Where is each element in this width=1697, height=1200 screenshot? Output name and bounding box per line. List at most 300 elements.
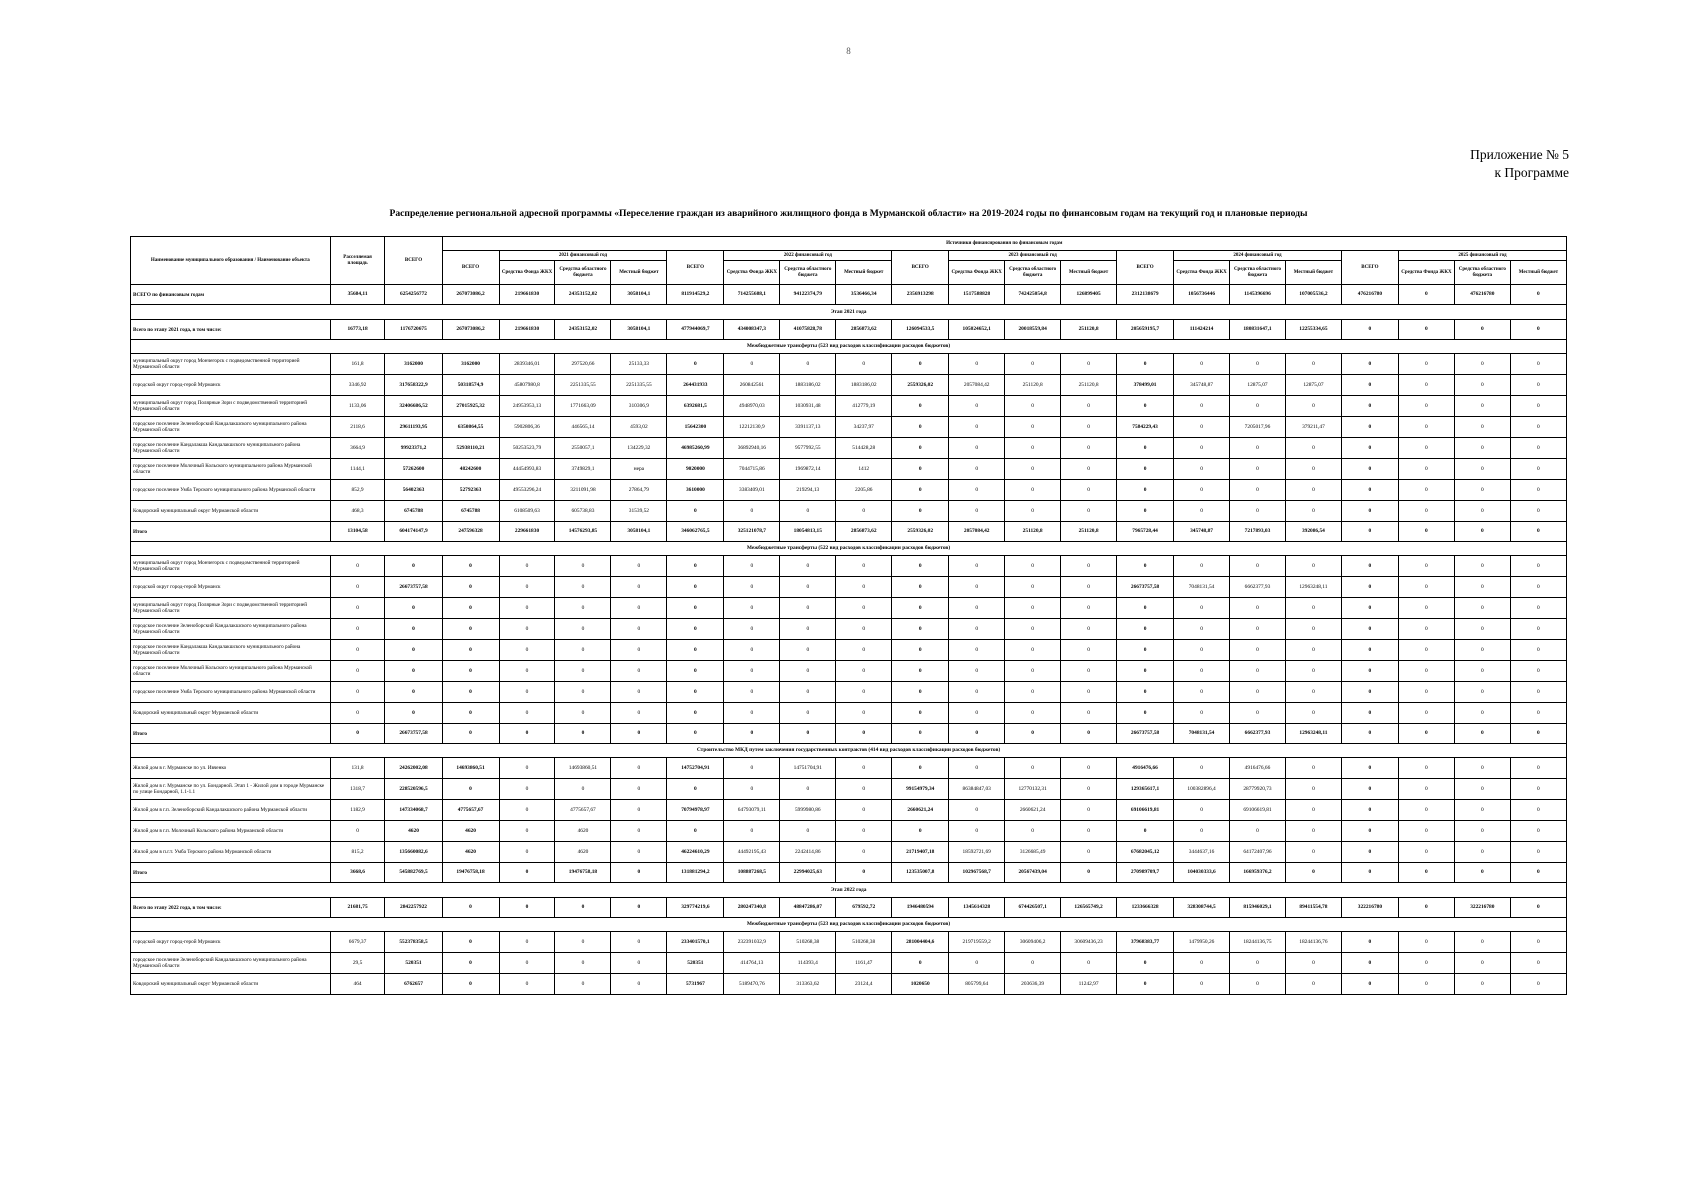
year-total-cell: 205659195,7: [1117, 320, 1174, 340]
table-row: [131, 821, 1567, 842]
amount-cell: 0: [1398, 577, 1454, 598]
amount-cell: 6108509,63: [499, 501, 555, 522]
amount-cell: 0: [1174, 480, 1230, 501]
year-total-cell: 0: [892, 577, 949, 598]
year-total-cell: 0: [667, 619, 724, 640]
header-year-total: ВСЕГО: [1117, 251, 1174, 285]
amount-cell: 0: [555, 640, 611, 661]
year-total-cell: 0: [1117, 661, 1174, 682]
amount-cell: 0: [1005, 682, 1061, 703]
year-total-cell: 0: [892, 724, 949, 744]
area-cell: 0: [330, 640, 385, 661]
amount-cell: 0: [1230, 354, 1286, 375]
amount-cell: 805799,64: [949, 974, 1005, 995]
row-name-cell: городское поселение Кандалакша Кандалакшского муниципального района Мурманской области: [131, 438, 331, 459]
section-title: Межбюджетные трансферты (523 вид расходов классификации расходов бюджетов): [131, 340, 1567, 354]
amount-cell: 2057084,42: [949, 522, 1005, 542]
year-total-cell: 0: [667, 779, 724, 800]
year-total-cell: 4620: [442, 821, 499, 842]
total-cell: 520351: [385, 953, 442, 974]
year-total-cell: 2660621,24: [892, 800, 949, 821]
header-year: 2023 финансовый год: [949, 251, 1117, 261]
amount-cell: 0: [1398, 703, 1454, 724]
amount-cell: 0: [555, 724, 611, 744]
total-cell: 1176720675: [385, 320, 442, 340]
amount-cell: 251120,8: [1005, 522, 1061, 542]
amount-cell: 0: [1005, 438, 1061, 459]
amount-cell: 0: [499, 598, 555, 619]
total-cell: 0: [385, 682, 442, 703]
table-row: [131, 375, 1567, 396]
amount-cell: 18054813,15: [780, 522, 836, 542]
header-local: Местный бюджет: [1061, 261, 1117, 285]
amount-cell: 0: [1285, 598, 1341, 619]
amount-cell: 0: [1061, 619, 1117, 640]
amount-cell: 219661830: [499, 285, 555, 305]
amount-cell: 0: [780, 556, 836, 577]
year-total-cell: 126094533,5: [892, 320, 949, 340]
year-total-cell: 0: [667, 640, 724, 661]
amount-cell: 100382896,4: [1174, 779, 1230, 800]
year-total-cell: 26673757,58: [1117, 577, 1174, 598]
amount-cell: 0: [499, 821, 555, 842]
year-total-cell: 3610000: [667, 480, 724, 501]
area-cell: 852,9: [330, 480, 385, 501]
header-year-total: ВСЕГО: [667, 251, 724, 285]
amount-cell: 44492195,43: [724, 842, 780, 863]
table-row: [131, 396, 1567, 417]
amount-cell: 0: [1061, 842, 1117, 863]
amount-cell: 0: [836, 556, 892, 577]
table-row: [131, 779, 1567, 800]
area-cell: 0: [330, 556, 385, 577]
amount-cell: 34237,97: [836, 417, 892, 438]
year-total-cell: 0: [1341, 640, 1398, 661]
amount-cell: 1145396696: [1230, 285, 1286, 305]
amount-cell: 0: [724, 724, 780, 744]
amount-cell: 0: [724, 821, 780, 842]
amount-cell: 0: [1454, 480, 1510, 501]
amount-cell: 0: [836, 682, 892, 703]
year-total-cell: 0: [1117, 438, 1174, 459]
header-year: 2021 финансовый год: [499, 251, 667, 261]
year-total-cell: 329774219,6: [667, 898, 724, 918]
amount-cell: 0: [1398, 619, 1454, 640]
amount-cell: 14751704,91: [780, 758, 836, 779]
amount-cell: 0: [1510, 320, 1566, 340]
year-total-cell: 7965728,44: [1117, 522, 1174, 542]
row-name-cell: Жилой дом в г.п. Зеленоборский Кандалакшского района Мурманской области: [131, 800, 331, 821]
total-cell: 0: [385, 556, 442, 577]
amount-cell: 328308744,5: [1174, 898, 1230, 918]
amount-cell: 0: [836, 661, 892, 682]
amount-cell: 2205,86: [836, 480, 892, 501]
amount-cell: 0: [1454, 459, 1510, 480]
table-row: [131, 438, 1567, 459]
amount-cell: 0: [1398, 556, 1454, 577]
table-row: [131, 598, 1567, 619]
total-cell: 24262002,08: [385, 758, 442, 779]
year-total-cell: 0: [1341, 598, 1398, 619]
section-row: [131, 542, 1567, 556]
amount-cell: 260842561: [724, 375, 780, 396]
row-name-cell: Жилой дом в п.г.т. Умба Терского района Мурманской области: [131, 842, 331, 863]
amount-cell: 714255688,1: [724, 285, 780, 305]
amount-cell: 2057084,42: [949, 375, 1005, 396]
amount-cell: 0: [1510, 932, 1566, 953]
amount-cell: 0: [555, 598, 611, 619]
amount-cell: 0: [1061, 661, 1117, 682]
amount-cell: 0: [1061, 459, 1117, 480]
amount-cell: 0: [499, 758, 555, 779]
total-cell: 0: [385, 661, 442, 682]
amount-cell: 0: [836, 354, 892, 375]
area-cell: 35684,11: [330, 285, 385, 305]
year-total-cell: 0: [1341, 758, 1398, 779]
amount-cell: 0: [836, 779, 892, 800]
amount-cell: 0: [1285, 438, 1341, 459]
year-total-cell: 99154979,34: [892, 779, 949, 800]
document-title: Распределение региональной адресной программы «Переселение граждан из аварийного жилищного фонда в Мурманской области» на 2019-2024 годы по финансовым годам на текущий год и плановые периоды: [389, 208, 1308, 219]
amount-cell: 126899405: [1061, 285, 1117, 305]
amount-cell: 0: [1285, 354, 1341, 375]
amount-cell: 14576293,85: [555, 522, 611, 542]
amount-cell: 0: [1510, 577, 1566, 598]
year-total-cell: 0: [667, 821, 724, 842]
amount-cell: 107005536,2: [1285, 285, 1341, 305]
amount-cell: 0: [1061, 438, 1117, 459]
year-total-cell: 0: [892, 501, 949, 522]
amount-cell: 0: [949, 354, 1005, 375]
stage-title: Этап 2021 года: [131, 305, 1567, 320]
amount-cell: 12770132,31: [1005, 779, 1061, 800]
amount-cell: 0: [1285, 842, 1341, 863]
amount-cell: 0: [611, 724, 667, 744]
amount-cell: 0: [1510, 522, 1566, 542]
total-row: [131, 863, 1567, 883]
year-total-cell: 0: [892, 821, 949, 842]
year-total-cell: 0: [1341, 779, 1398, 800]
amount-cell: 0: [949, 438, 1005, 459]
amount-cell: 0: [1285, 800, 1341, 821]
amount-cell: 0: [780, 354, 836, 375]
total-cell: 0: [385, 598, 442, 619]
amount-cell: 1056736446: [1174, 285, 1230, 305]
amount-cell: 0: [1005, 459, 1061, 480]
amount-cell: 0: [949, 800, 1005, 821]
amount-cell: 0: [1398, 598, 1454, 619]
table-row: [131, 501, 1567, 522]
header-local: Местный бюджет: [836, 261, 892, 285]
total-cell: 228520596,5: [385, 779, 442, 800]
amount-cell: 0: [1454, 703, 1510, 724]
amount-cell: 510268,38: [780, 932, 836, 953]
amount-cell: 1412: [836, 459, 892, 480]
section-row: [131, 744, 1567, 758]
year-total-cell: 0: [667, 682, 724, 703]
amount-cell: 24353152,02: [555, 285, 611, 305]
total-cell: 26673757,58: [385, 577, 442, 598]
amount-cell: 0: [836, 598, 892, 619]
amount-cell: 3126685,49: [1005, 842, 1061, 863]
amount-cell: 49553296,24: [499, 480, 555, 501]
amount-cell: 0: [1061, 598, 1117, 619]
amount-cell: 0: [1005, 556, 1061, 577]
amount-cell: 0: [1510, 285, 1566, 305]
total-cell: 147334068,7: [385, 800, 442, 821]
amount-cell: 0: [1398, 758, 1454, 779]
amount-cell: 0: [1061, 758, 1117, 779]
amount-cell: 0: [1005, 619, 1061, 640]
total-cell: 57262600: [385, 459, 442, 480]
amount-cell: 0: [1510, 501, 1566, 522]
amount-cell: 4620: [555, 842, 611, 863]
amount-cell: 345748,87: [1174, 375, 1230, 396]
amount-cell: 0: [1174, 438, 1230, 459]
amount-cell: 0: [1510, 863, 1566, 883]
year-total-cell: 0: [442, 682, 499, 703]
year-total-cell: 0: [442, 953, 499, 974]
header-regional: Средства областного бюджета: [1005, 261, 1061, 285]
amount-cell: 0: [836, 619, 892, 640]
amount-cell: 0: [611, 932, 667, 953]
amount-cell: 0: [611, 953, 667, 974]
amount-cell: 4916476,66: [1230, 758, 1286, 779]
table-row: [131, 417, 1567, 438]
row-name-cell: городское поселение Зеленоборский Кандалакшского муниципального района Мурманской области: [131, 619, 331, 640]
year-total-cell: 0: [1341, 974, 1398, 995]
year-total-cell: 0: [1117, 703, 1174, 724]
amount-cell: 0: [1454, 682, 1510, 703]
year-total-cell: 0: [442, 577, 499, 598]
amount-cell: 0: [1174, 661, 1230, 682]
header-local: Местный бюджет: [611, 261, 667, 285]
amount-cell: 0: [499, 556, 555, 577]
amount-cell: 0: [836, 758, 892, 779]
total-cell: 32406686,52: [385, 396, 442, 417]
row-name-cell: городское поселение Зеленоборский Кандалакшского муниципального района Мурманской области: [131, 417, 331, 438]
amount-cell: 0: [1174, 821, 1230, 842]
amount-cell: 0: [1398, 320, 1454, 340]
amount-cell: 0: [499, 932, 555, 953]
year-total-cell: 0: [667, 598, 724, 619]
amount-cell: 12875,07: [1230, 375, 1286, 396]
amount-cell: 2251335,55: [555, 375, 611, 396]
year-total-cell: 0: [892, 661, 949, 682]
total-cell: 0: [385, 619, 442, 640]
year-total-cell: 0: [892, 480, 949, 501]
amount-cell: 41075828,78: [780, 320, 836, 340]
year-total-cell: 0: [667, 661, 724, 682]
total-row: [131, 898, 1567, 918]
year-total-cell: 19476758,18: [442, 863, 499, 883]
amount-cell: 229661830: [499, 522, 555, 542]
total-cell: 26673757,58: [385, 724, 442, 744]
amount-cell: 7048131,54: [1174, 724, 1230, 744]
amount-cell: 7205017,96: [1230, 417, 1286, 438]
header-regional: Средства областного бюджета: [780, 261, 836, 285]
amount-cell: 45807980,8: [499, 375, 555, 396]
amount-cell: 3211091,98: [555, 480, 611, 501]
table-row: [131, 354, 1567, 375]
amount-cell: 0: [1174, 598, 1230, 619]
amount-cell: 0: [1454, 724, 1510, 744]
year-total-cell: 1233666328: [1117, 898, 1174, 918]
amount-cell: 0: [1510, 974, 1566, 995]
amount-cell: 11242,97: [1061, 974, 1117, 995]
amount-cell: 0: [1510, 640, 1566, 661]
amount-cell: 0: [1398, 863, 1454, 883]
amount-cell: 0: [1510, 821, 1566, 842]
amount-cell: 0: [1398, 842, 1454, 863]
amount-cell: 0: [1285, 396, 1341, 417]
amount-cell: 313363,62: [780, 974, 836, 995]
amount-cell: 0: [1285, 619, 1341, 640]
year-total-cell: 0: [892, 417, 949, 438]
year-total-cell: 0: [892, 396, 949, 417]
amount-cell: 126565749,2: [1061, 898, 1117, 918]
area-cell: 0: [330, 619, 385, 640]
row-name-cell: Жилой дом в г. Мурманске по ул. Ивченко: [131, 758, 331, 779]
amount-cell: 0: [1230, 703, 1286, 724]
amount-cell: 0: [1285, 640, 1341, 661]
year-total-cell: 9020000: [667, 459, 724, 480]
year-total-cell: 0: [442, 640, 499, 661]
amount-cell: 0: [1061, 640, 1117, 661]
total-cell: 56402363: [385, 480, 442, 501]
amount-cell: 0: [1510, 953, 1566, 974]
amount-cell: 0: [555, 898, 611, 918]
year-total-cell: 131881294,2: [667, 863, 724, 883]
header-local: Местный бюджет: [1510, 261, 1566, 285]
year-total-cell: 346062765,5: [667, 522, 724, 542]
amount-cell: 219294,13: [780, 480, 836, 501]
amount-cell: 0: [724, 619, 780, 640]
amount-cell: 86384847,03: [949, 779, 1005, 800]
amount-cell: 0: [836, 800, 892, 821]
amount-cell: 0: [1005, 501, 1061, 522]
amount-cell: 27864,79: [611, 480, 667, 501]
row-name-cell: муниципальный округ город Мончегорск с подведомственной территорией Мурманской области: [131, 354, 331, 375]
total-cell: 604174147,9: [385, 522, 442, 542]
amount-cell: 514428,28: [836, 438, 892, 459]
area-cell: 29,5: [330, 953, 385, 974]
header-sources: Источники финансирования по финансовым годам: [442, 237, 1566, 251]
year-total-cell: 0: [442, 598, 499, 619]
amount-cell: 0: [1005, 480, 1061, 501]
year-total-cell: 6392681,5: [667, 396, 724, 417]
year-total-cell: 0: [1341, 703, 1398, 724]
amount-cell: 0: [611, 779, 667, 800]
amount-cell: 2856873,62: [836, 320, 892, 340]
amount-cell: 105024652,1: [949, 320, 1005, 340]
amount-cell: 30609436,23: [1061, 932, 1117, 953]
amount-cell: 0: [1510, 661, 1566, 682]
year-total-cell: 0: [442, 898, 499, 918]
table-row: [131, 556, 1567, 577]
amount-cell: 18244136,75: [1230, 932, 1286, 953]
year-total-cell: 0: [1341, 522, 1398, 542]
area-cell: 468,3: [330, 501, 385, 522]
amount-cell: 7217893,03: [1230, 522, 1286, 542]
amount-cell: 0: [1454, 821, 1510, 842]
row-name-cell: городской округ город-герой Мурманск: [131, 375, 331, 396]
amount-cell: 2839346,01: [499, 354, 555, 375]
amount-cell: 7044715,86: [724, 459, 780, 480]
amount-cell: 0: [949, 556, 1005, 577]
amount-cell: 0: [1061, 724, 1117, 744]
amount-cell: 0: [611, 863, 667, 883]
amount-cell: 0: [1454, 501, 1510, 522]
amount-cell: 22994025,63: [780, 863, 836, 883]
amount-cell: 0: [611, 577, 667, 598]
row-name-cell: городское поселение Кандалакша Кандалакшского муниципального района Мурманской области: [131, 640, 331, 661]
amount-cell: 0: [1230, 682, 1286, 703]
year-total-cell: 3162000: [442, 354, 499, 375]
amount-cell: 0: [1285, 501, 1341, 522]
year-total-cell: 6350864,55: [442, 417, 499, 438]
amount-cell: 4620: [555, 821, 611, 842]
year-total-cell: 14752704,91: [667, 758, 724, 779]
amount-cell: 50253523,79: [499, 438, 555, 459]
total-cell: 545882769,5: [385, 863, 442, 883]
year-total-cell: 0: [1341, 821, 1398, 842]
amount-cell: 0: [1174, 800, 1230, 821]
year-total-cell: 0: [1341, 682, 1398, 703]
year-total-cell: 48242600: [442, 459, 499, 480]
amount-cell: 0: [1398, 438, 1454, 459]
year-total-cell: 4916476,66: [1117, 758, 1174, 779]
year-total-cell: 476216780: [1341, 285, 1398, 305]
amount-cell: 0: [1005, 703, 1061, 724]
amount-cell: 3058104,1: [611, 320, 667, 340]
table-row: [131, 682, 1567, 703]
amount-cell: 0: [1454, 556, 1510, 577]
amount-cell: 0: [1398, 898, 1454, 918]
year-total-cell: 0: [1341, 396, 1398, 417]
amount-cell: 0: [780, 619, 836, 640]
amount-cell: 392086,54: [1285, 522, 1341, 542]
stage-row: [131, 883, 1567, 898]
amount-cell: 0: [1398, 932, 1454, 953]
total-cell: 0: [385, 703, 442, 724]
amount-cell: 679592,72: [836, 898, 892, 918]
amount-cell: 434008347,3: [724, 320, 780, 340]
amount-cell: 0: [555, 779, 611, 800]
amount-cell: 1030931,48: [780, 396, 836, 417]
section-row: [131, 340, 1567, 354]
amount-cell: 3444637,16: [1174, 842, 1230, 863]
year-total-cell: 0: [442, 703, 499, 724]
amount-cell: 0: [1061, 480, 1117, 501]
amount-cell: 0: [1174, 417, 1230, 438]
year-total-cell: 0: [667, 501, 724, 522]
year-total-cell: 14693860,51: [442, 758, 499, 779]
amount-cell: 0: [1398, 375, 1454, 396]
amount-cell: 0: [499, 953, 555, 974]
year-total-cell: 4775657,67: [442, 800, 499, 821]
area-cell: 6679,37: [330, 932, 385, 953]
amount-cell: 0: [611, 800, 667, 821]
year-total-cell: 0: [1117, 459, 1174, 480]
header-fund: Средства Фонда ЖКХ: [499, 261, 555, 285]
year-total-cell: 267073086,2: [442, 285, 499, 305]
amount-cell: 0: [499, 682, 555, 703]
amount-cell: 69106619,81: [1230, 800, 1286, 821]
amount-cell: 0: [499, 577, 555, 598]
area-cell: 131,8: [330, 758, 385, 779]
row-name-cell: муниципальный округ город Полярные Зори с подведомственной территорией Мурманской области: [131, 598, 331, 619]
